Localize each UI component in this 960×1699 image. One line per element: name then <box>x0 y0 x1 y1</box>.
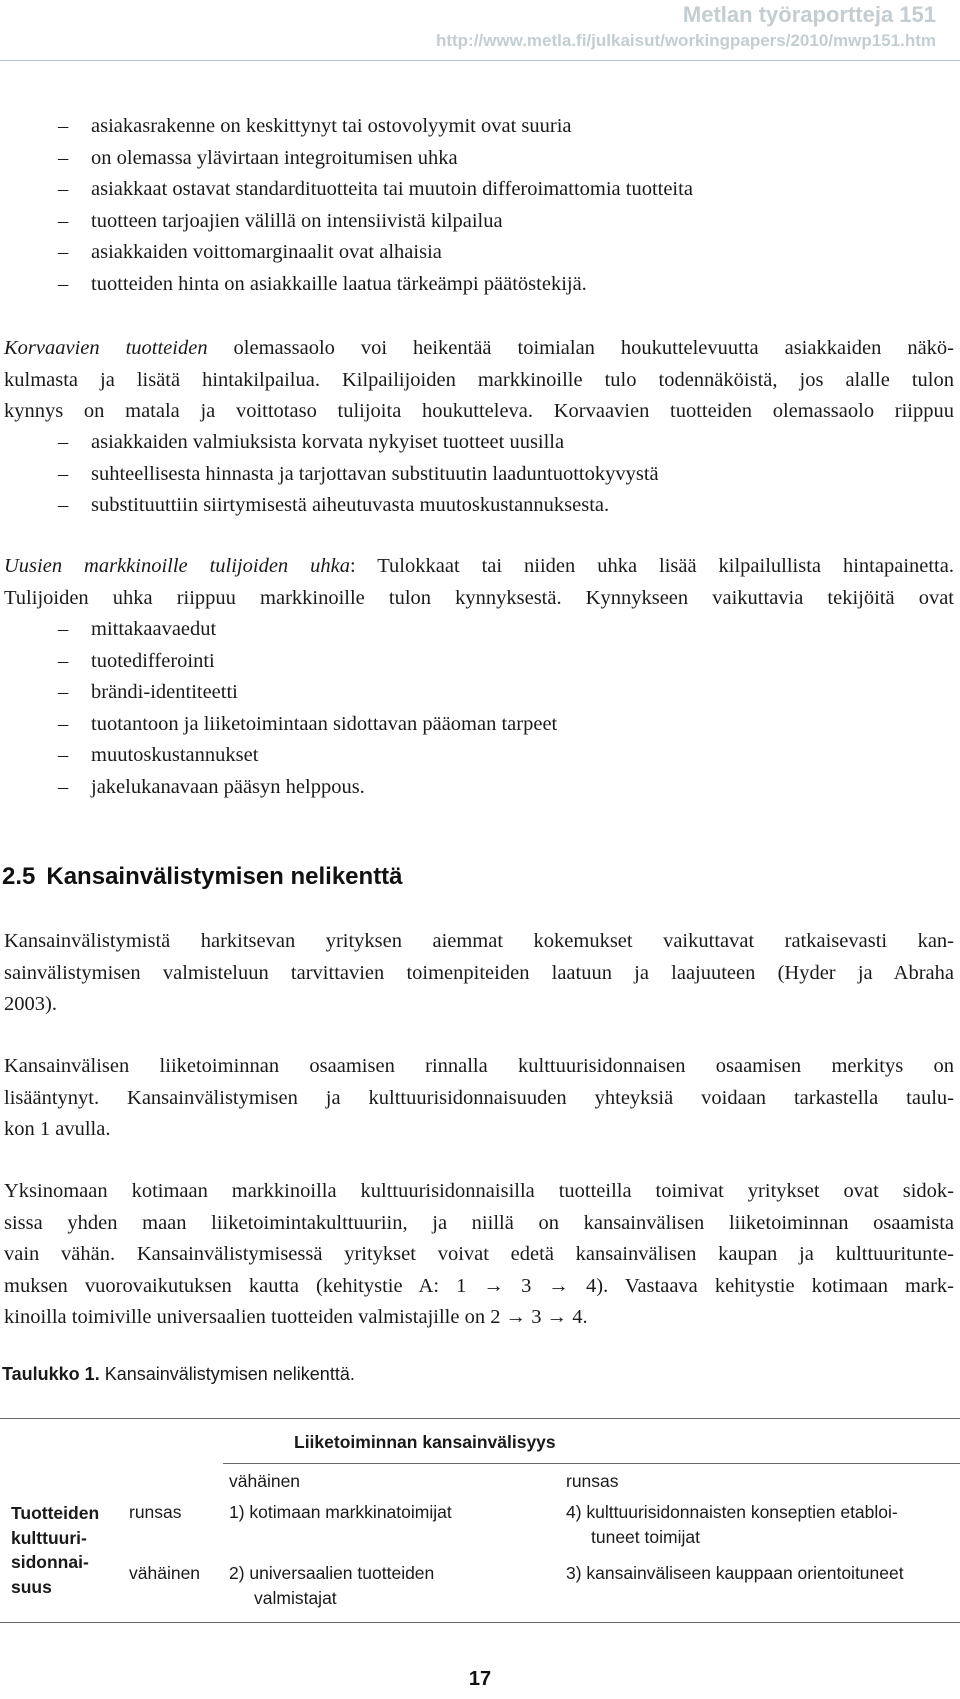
report-url[interactable]: http://www.metla.fi/julkaisut/workingpapers/2010/mwp151.htm <box>435 31 936 50</box>
dash-bullet: – <box>58 462 69 485</box>
italic-term: Korvaavien tuotteiden <box>4 337 208 359</box>
dash-bullet: – <box>58 618 69 640</box>
dash-bullet: – <box>58 115 69 137</box>
bullet-list-buyer-power <box>0 111 950 300</box>
page-number: 17 <box>468 1668 492 1690</box>
section-number: 2.5 <box>2 863 36 890</box>
dash-bullet: – <box>58 146 69 169</box>
list-item: – suhteellisesta hinnasta ja tarjottavan substituutin laaduntuottokyvystä <box>0 459 950 491</box>
paragraph-cultural-competence: Kansainvälisen liiketoiminnan osaamisen rinnalla kulttuurisidonnaisen osaamisen merkitys on lisääntynyt. Kansainvälistymisen ja kulttuurisidonnaisuuden yhteyksiä voidaan tarkastella taulu- kon 1 avulla. <box>4 1055 954 1140</box>
list-item: – mittakaavaedut <box>0 614 950 646</box>
list-item: – tuotteiden hinta on asiakkaille laatua tärkeämpi päätöstekijä. <box>0 269 950 301</box>
section-heading <box>2 863 403 891</box>
table-row-header: Tuotteiden kulttuuri- sidonnai- suus <box>11 1503 100 1597</box>
table-caption-label: Taulukko 1. <box>2 1364 100 1384</box>
table-cell-4: 4) kulttuurisidonnaisten konseptien etabloi- tuneet toimijat <box>566 1502 898 1547</box>
list-item: – substituuttiin siirtymisestä aiheutuvasta muutoskustannuksesta. <box>0 490 950 522</box>
table-bottom-rule <box>0 1622 960 1623</box>
paragraph-new-entrants: Uusien markkinoille tulijoiden uhka: Tulokkaat tai niiden uhka lisää kilpailullista hintapainetta. Tulijoiden uhka riippuu markkinoille tulon kynnyksestä. Kynnykseen vaikuttavia tekijöitä ovat <box>4 555 954 609</box>
dash-bullet: – <box>58 272 69 295</box>
list-item: – asiakkaat ostavat standardituotteita tai muutoin differoimattomia tuotteita <box>0 174 950 206</box>
table-header-rule <box>223 1463 960 1464</box>
list-item: – tuotantoon ja liiketoimintaan sidottavan pääoman tarpeet <box>0 709 950 741</box>
table-top-rule <box>0 1418 960 1419</box>
table-cell-3: 3) kansainväliseen kauppaan orientoituneet <box>566 1563 904 1583</box>
table-caption-text: Kansainvälistymisen nelikenttä. <box>104 1364 355 1384</box>
table-cell-1: 1) kotimaan markkinatoimijat <box>229 1502 452 1522</box>
dash-bullet: – <box>58 178 69 200</box>
dash-bullet: – <box>58 431 69 453</box>
column-header-low: vähäinen <box>229 1471 301 1491</box>
paragraph-intro: Kansainvälistymistä harkitsevan yrityksen aiemmat kokemukset vaikuttavat ratkaisevasti kan- sainvälistymisen valmisteluun tarvittavien toimenpiteiden laatuun ja laajuuteen (Hyder ja Abraha 2003). <box>4 930 954 1015</box>
list-item: – asiakkaiden voittomarginaalit ovat alhaisia <box>0 237 950 269</box>
paragraph-development-paths: Yksinomaan kotimaan markkinoilla kulttuurisidonnaisilla tuotteilla toimivat yritykset ovat sidok- sissa yhden maan liiketoimintakulttuuriin, ja niillä on kansainvälisen liiketoiminnan osaamista vain vähän. Kansainvälistymisessä yritykset voivat edetä kansainvälisen kaupan ja kulttuuritunte- muksen vuorovaikutuksen kautta (kehitystie A: 1 → 3 → 4). Vastaava kehitystie kotimaan mark- kinoilla toimiville universaalien tuotteiden valmistajille on 2 → 3 → 4. <box>4 1180 954 1328</box>
bullet-list-substitutes <box>0 427 950 522</box>
dash-bullet: – <box>58 241 69 263</box>
row-label-low: vähäinen <box>129 1563 201 1583</box>
list-item: – jakelukanavaan pääsyn helppous. <box>0 772 950 804</box>
bullet-list-entry-barriers <box>0 614 950 803</box>
list-item: – asiakasrakenne on keskittynyt tai ostovolyymit ovat suuria <box>0 111 950 143</box>
list-item: – tuotedifferointi <box>0 646 950 678</box>
list-item: – asiakkaiden valmiuksista korvata nykyiset tuotteet uusilla <box>0 427 950 459</box>
section-title: Kansainvälistymisen nelikenttä <box>46 863 403 890</box>
dash-bullet: – <box>58 744 69 766</box>
table-caption <box>2 1364 355 1385</box>
row-label-high: runsas <box>129 1502 182 1522</box>
table-column-group-header: Liiketoiminnan kansainvälisyys <box>294 1432 556 1452</box>
list-item: – on olemassa ylävirtaan integroitumisen uhka <box>0 143 950 175</box>
italic-term: Uusien markkinoille tulijoiden uhka <box>4 555 350 577</box>
column-header-high: runsas <box>566 1471 619 1491</box>
paragraph-substitutes: Korvaavien tuotteiden olemassaolo voi heikentää toimialan houkuttelevuutta asiakkaiden näkö- kulmasta ja lisätä hintakilpailua. Kilpailijoiden markkinoille tulo todennäköistä, jos alalle tulon kynnys on matala ja voittotaso tulijoita houkutteleva. Korvaavien tuotteiden olemassaolo riippuu <box>4 337 955 422</box>
list-item: – tuotteen tarjoajien välillä on intensiivistä kilpailua <box>0 206 950 238</box>
header-divider <box>0 60 960 61</box>
list-item: – muutoskustannukset <box>0 740 950 772</box>
dash-bullet: – <box>58 209 69 232</box>
report-series-title: Metlan työraportteja 151 <box>682 2 936 27</box>
dash-bullet: – <box>58 681 69 703</box>
dash-bullet: – <box>58 712 69 735</box>
dash-bullet: – <box>58 494 69 516</box>
dash-bullet: – <box>58 649 69 672</box>
dash-bullet: – <box>58 775 69 798</box>
table-cell-2: 2) universaalien tuotteiden valmistajat <box>229 1563 435 1608</box>
list-item: – brändi-identiteetti <box>0 677 950 709</box>
